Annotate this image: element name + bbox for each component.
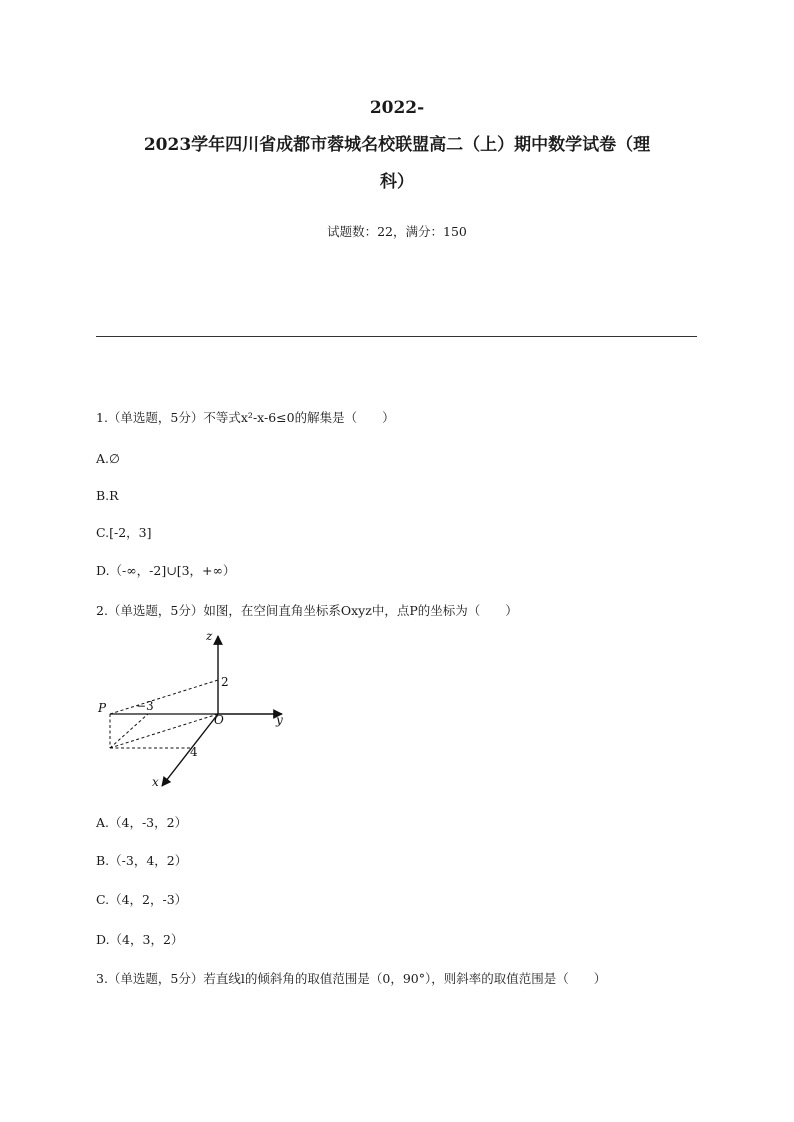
question-1-option-b: B.R: [96, 488, 119, 503]
y-value-label: −3: [136, 699, 154, 713]
dashed-base-to-o: [110, 714, 218, 748]
question-1-option-d: D.（-∞，-2]∪[3，+∞）: [96, 563, 236, 578]
question-1-option-c: C.[-2，3]: [96, 525, 152, 540]
question-2-stem: 2.（单选题，5分）如图，在空间直角坐标系Oxyz中，点P的坐标为（ ）: [96, 603, 518, 618]
x-axis-label: x: [152, 775, 159, 788]
exam-title-line-1: 2022-: [369, 98, 425, 118]
dashed-base-to-y-3: [110, 714, 148, 748]
x-value-label: 4: [190, 745, 198, 759]
question-1-option-a: A.∅: [96, 451, 120, 466]
question-3-stem: 3.（单选题，5分）若直线l的倾斜角的取值范围是（0，90°），则斜率的取值范围是（ ）: [96, 971, 607, 986]
question-2-option-d: D.（4，3，2）: [96, 932, 184, 947]
z-value-label: 2: [221, 675, 229, 689]
exam-title-line-3: 科）: [380, 172, 414, 192]
exam-meta: 试题数：22，满分：150: [327, 224, 467, 239]
question-2-option-a: A.（4，-3，2）: [96, 815, 188, 830]
origin-label: O: [214, 713, 224, 727]
exam-title-line-2: 2023学年四川省成都市蓉城名校联盟高二（上）期中数学试卷（理: [143, 135, 651, 155]
question-1-stem: 1.（单选题，5分）不等式x²-x-6≤0的解集是（ ）: [96, 410, 395, 425]
coordinate-figure: [92, 628, 292, 788]
y-axis-label: y: [276, 713, 283, 727]
question-2-option-b: B.（-3，4，2）: [96, 853, 188, 868]
question-2-option-c: C.（4，2，-3）: [96, 892, 188, 907]
z-axis-label: z: [206, 629, 213, 643]
divider: [96, 336, 697, 337]
dashed-p-to-z2: [110, 680, 218, 714]
point-p-label: P: [98, 701, 107, 715]
